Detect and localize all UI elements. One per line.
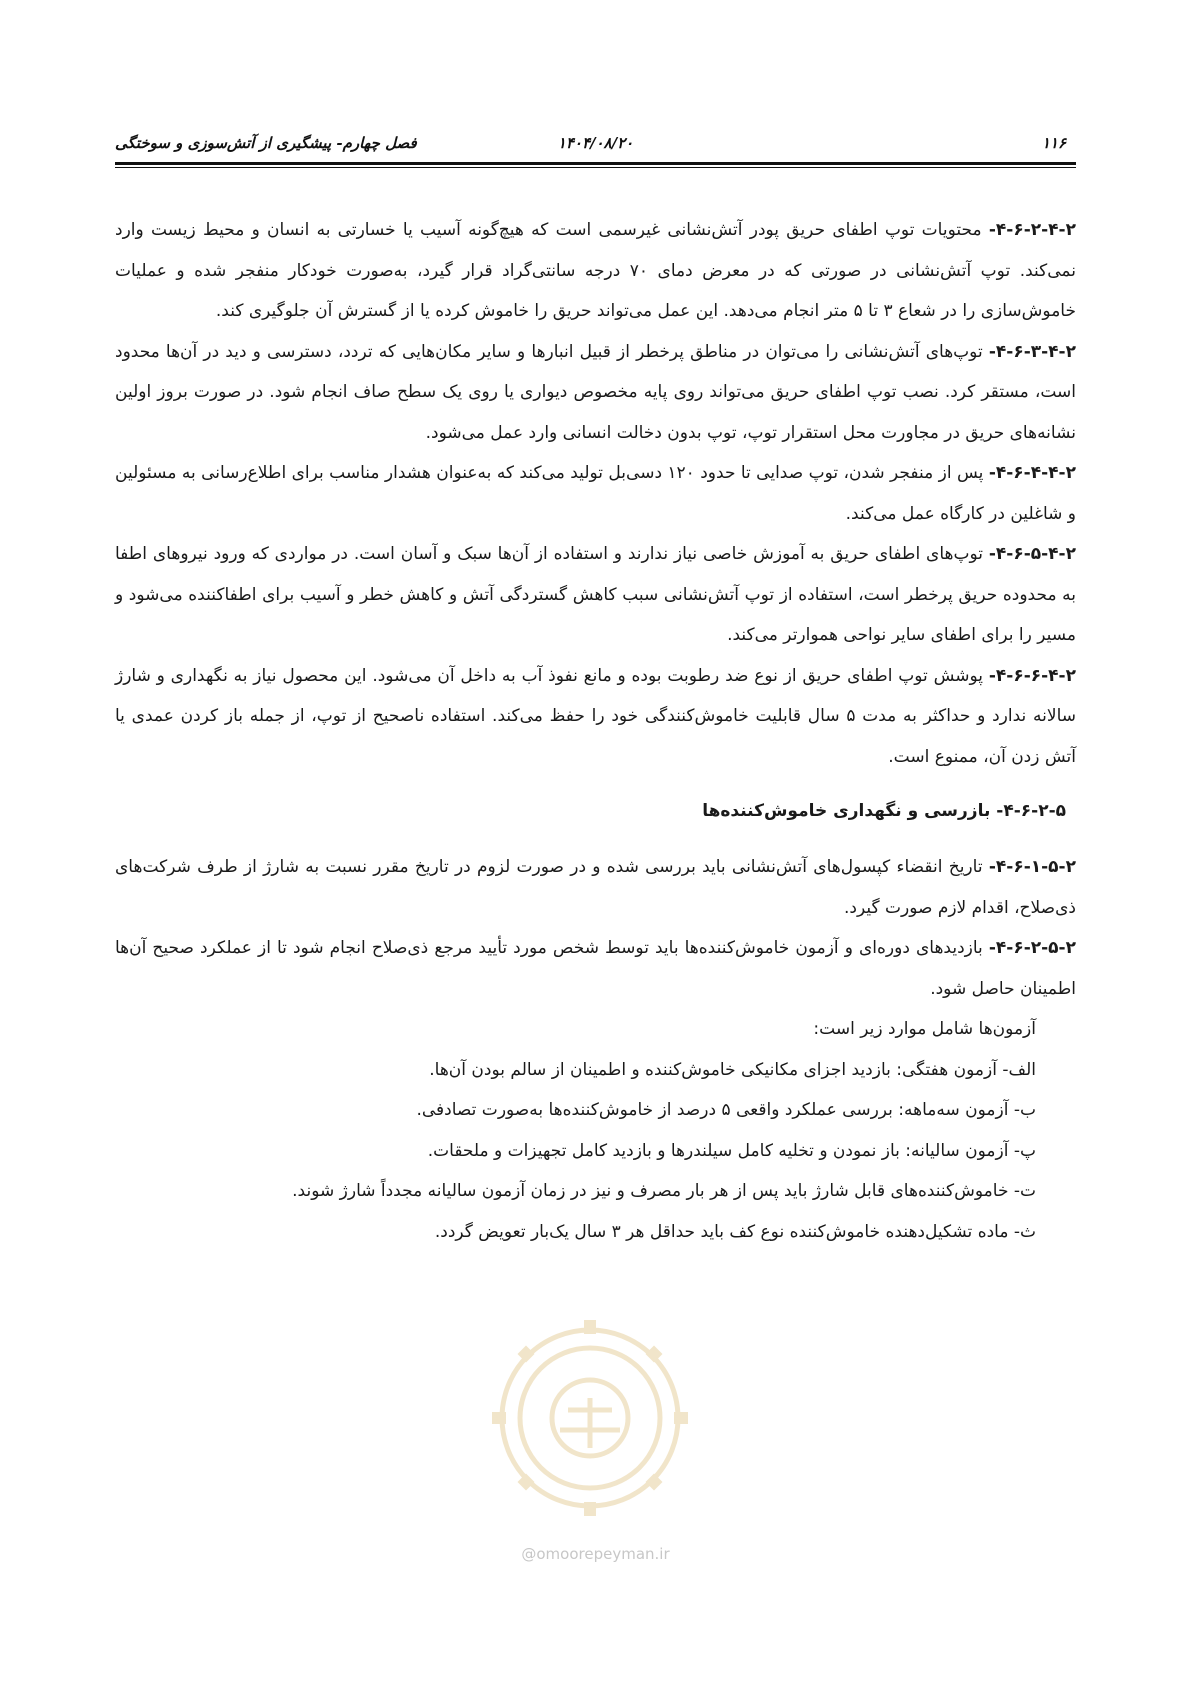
header-rule-thick <box>115 162 1076 165</box>
clause-text: پس از منفجر شدن، توپ صدایی تا حدود ۱۲۰ دسی‌بل تولید می‌کند که به‌عنوان هشدار مناسب برای اطلاع‌رسانی به مسئولین و شاغلین در کارگاه عمل می‌کند. <box>115 463 1076 524</box>
list-item: ث- ماده تشکیل‌دهنده خاموش‌کننده نوع کف باید حداقل هر ۳ سال یک‌بار تعویض گردد. <box>434 1221 1036 1242</box>
header-date: ۱۴۰۴/۰۸/۲۰ <box>557 134 634 152</box>
section-heading: ۴-۶-۲-۵- بازرسی و نگهداری خاموش‌کننده‌ها <box>702 801 1066 821</box>
header-rule-thin <box>115 167 1076 168</box>
chapter-title: فصل چهارم- پیشگیری از آتش‌سوزی و سوختگی <box>115 134 417 152</box>
paragraph <box>115 210 1076 332</box>
clause-number: ۴-۶-۲-۵-۲- <box>988 938 1076 958</box>
list-item: پ- آزمون سالیانه: باز نمودن و تخلیه کامل سیلندرها و بازدید کامل تجهیزات و ملحقات. <box>427 1140 1036 1161</box>
list-item: الف- آزمون هفتگی: بازدید اجزای مکانیکی خاموش‌کننده و اطمینان از سالم بودن آن‌ها. <box>429 1059 1036 1080</box>
paragraph <box>115 656 1076 778</box>
clause-number: ۴-۶-۳-۴-۲- <box>988 341 1076 362</box>
list-intro: آزمون‌ها شامل موارد زیر است: <box>813 1019 1036 1039</box>
clause-number: ۴-۶-۱-۵-۲- <box>988 857 1076 877</box>
clause-text: پوشش توپ اطفای حریق از نوع ضد رطوبت بوده و مانع نفوذ آب به داخل آن می‌شود. این محصول نیاز به نگهداری و شارژ سالانه ندارد و حداکثر به مدت ۵ سال قابلیت خاموش‌کنندگی خود را حفظ می‌کند. استفاده ناصحیح از توپ، از جمله باز کردن عمدی یا آتش زدن آن، ممنوع است. <box>115 665 1076 767</box>
clause-text: توپ‌های آتش‌نشانی را می‌توان در مناطق پرخطر از قبیل انبارها و سایر مکان‌هایی که تردد، دسترسی و دید در آن‌ها محدود است، مستقر کرد. نصب توپ اطفای حریق می‌تواند روی پایه مخصوص دیواری یا روی یک سطح صاف انجام شود. در صورت بروز اولین نشانه‌های حریق در مجاورت محل استقرار توپ، توپ بدون دخالت انسانی وارد عمل می‌شود. <box>115 341 1076 443</box>
gear-seal-icon <box>490 1318 690 1518</box>
page-number: ۱۱۶ <box>1041 134 1066 152</box>
list-item: ب- آزمون سه‌ماهه: بررسی عملکرد واقعی ۵ درصد از خاموش‌کننده‌ها به‌صورت تصادفی. <box>416 1100 1036 1120</box>
test-list <box>115 1009 1076 1252</box>
main-content <box>115 210 1076 1252</box>
clause-number: ۴-۶-۵-۴-۲- <box>988 544 1076 564</box>
clause-text: توپ‌های اطفای حریق به آموزش خاصی نیاز ندارند و استفاده از آن‌ها سبک و آسان است. در مواردی که ورود نیروهای اطفا به محدوده حریق پرخطر است، استفاده از توپ آتش‌نشانی سبب کاهش گستردگی آتش و کاهش خطر و آسیب برای اطفاکننده می‌شود و مسیر را برای اطفای سایر نواحی هموارتر می‌کند. <box>115 544 1076 645</box>
paragraph <box>115 534 1076 656</box>
paragraph <box>115 453 1076 534</box>
clause-number: ۴-۶-۴-۴-۲- <box>988 463 1076 483</box>
clause-text: بازدیدهای دوره‌ای و آزمون خاموش‌کننده‌ها باید توسط شخص مورد تأیید مرجع ذی‌صلاح انجام شود تا از عملکرد صحیح آن‌ها اطمینان حاصل شود. <box>115 938 1076 999</box>
clause-number: ۴-۶-۲-۴-۲- <box>988 220 1076 240</box>
list-item: ت- خاموش‌کننده‌های قابل شارژ باید پس از هر بار مصرف و نیز در زمان آزمون سالیانه مجدداً شارژ شوند. <box>292 1181 1036 1201</box>
page-header <box>115 128 1076 164</box>
paragraph <box>115 928 1076 1009</box>
clause-text: محتویات توپ اطفای حریق پودر آتش‌نشانی غیرسمی است که هیچ‌گونه آسیب یا خسارتی به انسان و محیط زیست وارد نمی‌کند. توپ آتش‌نشانی در صورتی که در معرض دمای ۷۰ درجه سانتی‌گراد قرار گیرد، به‌صورت خودکار منفجر شده و عملیات خاموش‌سازی را در شعاع ۳ تا ۵ متر انجام می‌دهد. این عمل می‌تواند حریق را خاموش کرده یا از گسترش آن جلوگیری کند. <box>115 220 1076 321</box>
clause-text: تاریخ انقضاء کپسول‌های آتش‌نشانی باید بررسی شده و در صورت لزوم در تاریخ مقرر نسبت به شارژ از طرف شرکت‌های ذی‌صلاح، اقدام لازم صورت گیرد. <box>115 857 1076 918</box>
paragraph <box>115 332 1076 454</box>
clause-number: ۴-۶-۶-۴-۲- <box>988 665 1076 686</box>
watermark-url: @omoorepeyman.ir <box>521 1545 670 1563</box>
paragraph <box>115 847 1076 928</box>
